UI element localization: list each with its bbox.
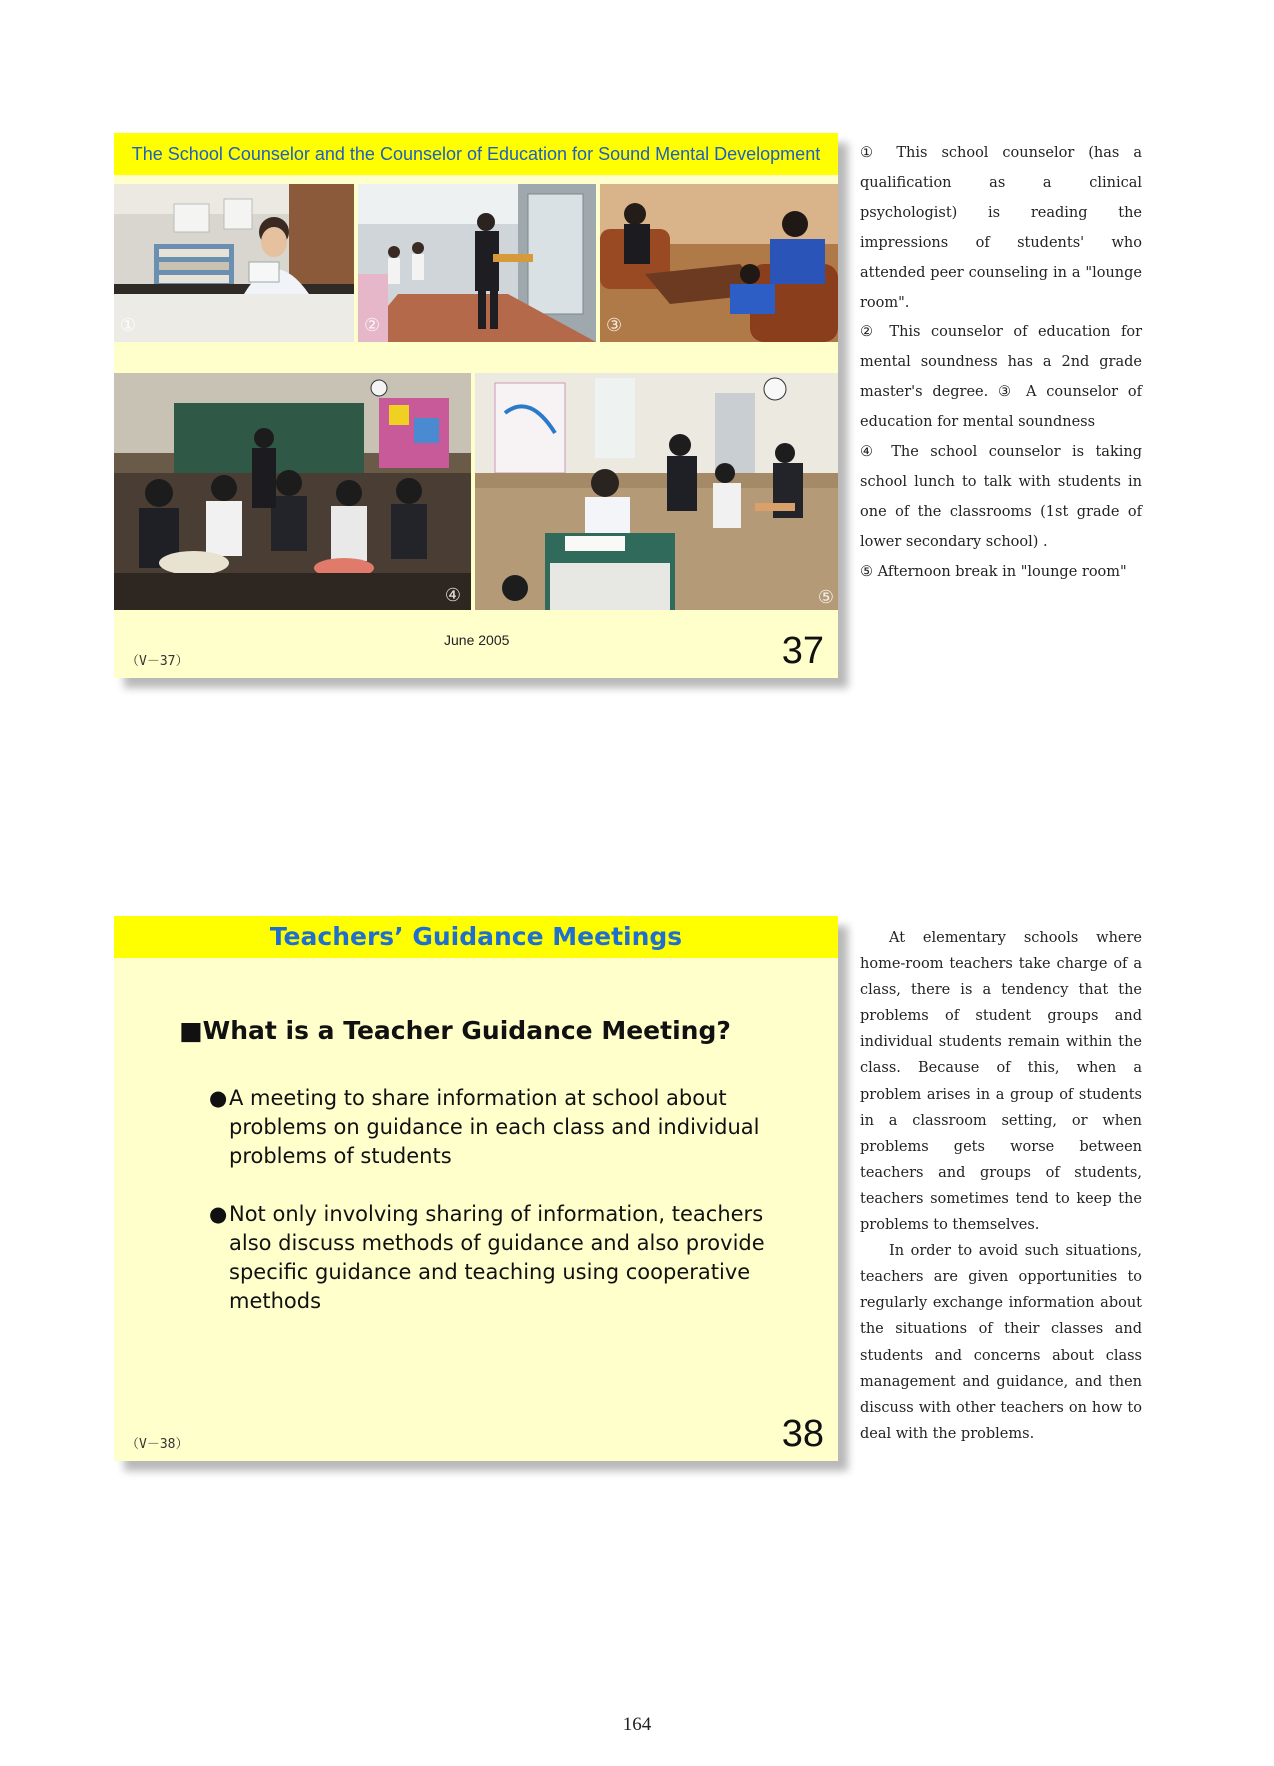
caption-paragraph: ② This counselor of education for mental soundness has a 2nd grade master's degree. ③ A counselor of education for mental soundness [860,324,1142,431]
caption-paragraph: ④ The school counselor is taking school lunch to talk with students in one of the classrooms (1st grade of lower secondary school) . [860,444,1142,550]
bullet-item [209,1200,799,1316]
slide-number: 37 [781,630,824,672]
photo-3-lounge [600,184,838,342]
slide-37-caption [860,139,1142,588]
photo-number: ④ [444,585,461,606]
slide-date: June 2005 [444,632,510,648]
bullet-text: A meeting to share information at school about problems on guidance in each class and individual problems of students [229,1086,760,1168]
photo-number: ② [364,315,381,336]
bullet-text: Not only involving sharing of information, teachers also discuss methods of guidance and also provide specific guidance and teaching using cooperative methods [229,1202,765,1313]
slide-38 [114,916,838,1461]
slide-37 [114,133,838,678]
photo-1-counselor-reading [114,184,354,342]
photo-number: ⑤ [817,587,834,608]
photo-2-hallway [358,184,596,342]
photo-4-classroom-lunch [114,373,471,610]
photo-5-afternoon-break [475,373,838,610]
slide-code: （V－38） [126,1437,189,1452]
slide-code: （V－37） [126,654,189,669]
photo-number: ③ [606,315,623,336]
slide-title: The School Counselor and the Counselor of Education for Sound Mental Development [131,144,821,164]
bullet-dot: ● [209,1086,228,1110]
page-number: 164 [622,1714,652,1735]
photo-number: ① [120,315,137,336]
slide-title: Teachers’ Guidance Meetings [269,922,683,951]
caption-paragraph: ① This school counselor (has a qualification as a clinical psychologist) is reading the impressions of students' who attended peer counseling in a "lounge room". [860,145,1142,311]
slide-question-heading: ■What is a Teacher Guidance Meeting? [179,1016,731,1045]
slide-38-explanation [860,925,1142,1447]
bullet-item [209,1084,799,1171]
explanation-paragraph: At elementary schools where home-room teachers take charge of a class, there is a tendency that the problems of student groups and individual students remain within the class. Because of this, when a problem arises in a group of students in a classroom setting, or when problems gets worse between teachers and groups of students, teachers sometimes tend to keep the problems to themselves. [860,930,1142,1234]
slide-title-bar [114,133,838,175]
bullet-dot: ● [209,1202,228,1226]
caption-paragraph: ⑤ Afternoon break in "lounge room" [860,563,1127,580]
slide-title-bar [114,916,838,958]
slide-number: 38 [781,1413,824,1455]
explanation-paragraph: In order to avoid such situations, teachers are given opportunities to regularly exchange information about the situations of their classes and students and concerns about class management and guidance, and then discuss with other teachers on how to deal with the problems. [860,1243,1142,1442]
